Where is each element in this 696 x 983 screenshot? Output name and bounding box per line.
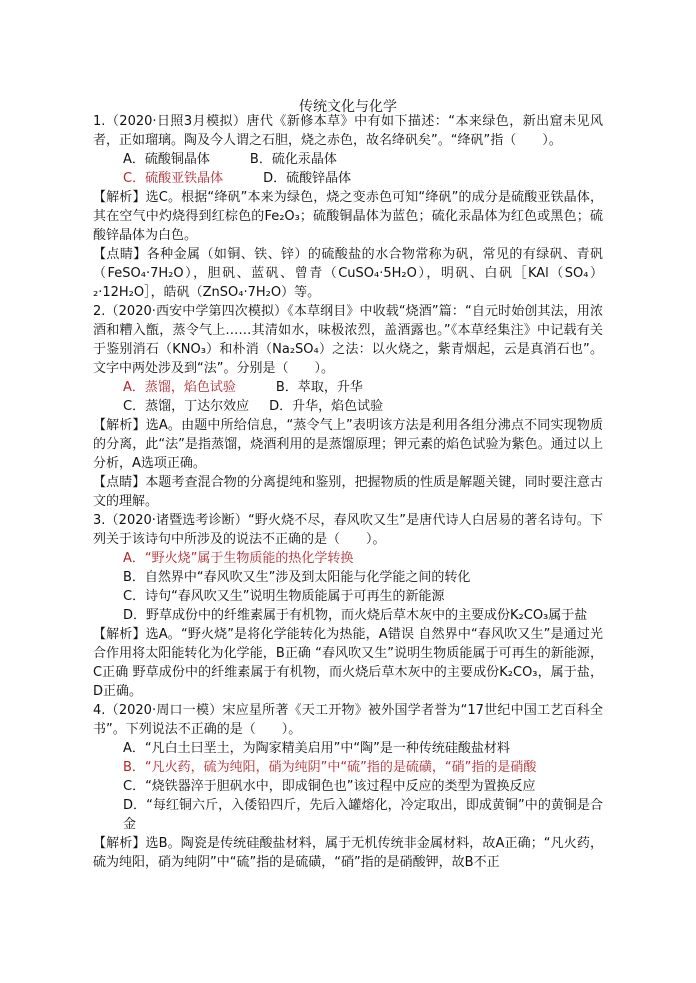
question-1-options-cd	[93, 169, 603, 188]
question-2-options-ab	[93, 378, 603, 397]
question-1-tip	[93, 245, 603, 302]
analysis-text: 选B。陶瓷是传统硅酸盐材料，属于无机传统非金属材料，故A正确；“凡火药，硫为纯阳，硝为纯阴”中“硫”指的是硫磺，“硝”指的是硝酸钾，故B不正	[93, 836, 603, 870]
question-3-option-d: D．野草成份中的纤维素属于有机物，而火烧后草木灰中的主要成份K₂CO₃属于盐	[123, 608, 588, 623]
document-title: 传统文化与化学	[299, 99, 397, 115]
question-1-options-ab	[93, 150, 603, 169]
question-2-tip	[93, 473, 603, 511]
question-2-options-cd	[93, 397, 603, 416]
question-2-option-b: B．萃取，升华	[275, 380, 363, 395]
question-4-option-b: B．“凡火药，硫为纯阳，硝为纯阴”中“硫”指的是硫磺，“硝”指的是硝酸	[123, 760, 537, 775]
question-1-option-a: A．硫酸铜晶体	[123, 152, 210, 167]
question-2-option-d: D．升华，焰色试验	[269, 399, 384, 414]
question-1-stem: 1.（2020·日照3月模拟）唐代《新修本草》中有如下描述：“本来绿色，新出窟未见风者，正如瑠璃。陶及今人谓之石胆，烧之赤色，故名绛矾矣”。“绛矾”指（ ）。	[93, 114, 603, 148]
question-4-option-a: A．“凡白土曰垩土，为陶家精美启用”中“陶”是一种传统硅酸盐材料	[123, 741, 510, 756]
question-3-option-b: B．自然界中“春风吹又生”涉及到太阳能与化学能之间的转化	[123, 570, 471, 585]
analysis-label: 【解析】	[93, 190, 146, 205]
analysis-label: 【解析】	[93, 627, 146, 642]
question-4-stem: 4.（2020·周口一模）宋应星所著《天工开物》被外国学者誉为“17世纪中国工艺百科全书”。下列说法不正确的是（ ）。	[93, 703, 603, 737]
question-3-option-a: A．“野火烧”属于生物质能的热化学转换	[123, 551, 354, 566]
question-1-option-b: B．硫化汞晶体	[249, 152, 337, 167]
document-body	[93, 112, 603, 872]
question-3-option-c: C．诗句“春风吹又生”说明生物质能属于可再生的新能源	[123, 589, 445, 604]
question-3-analysis	[93, 625, 603, 701]
question-2-option-c: C．蒸馏，丁达尔效应	[123, 399, 250, 414]
tip-text: 各种金属（如铜、铁、锌）的硫酸盐的水合物常称为矾，常见的有绿矾、青矾（FeSO₄·7H₂O），胆矾、蓝矾、曾青（CuSO₄·5H₂O），明矾、白矾［KAl（SO₄）₂·12H₂O］，皓矾（ZnSO₄·7H₂O）等。	[93, 247, 603, 300]
question-2-analysis	[93, 416, 603, 473]
analysis-text: 选A。“野火烧”是将化学能转化为热能，A错误 自然界中“春风吹又生”是通过光合作用将太阳能转化为化学能，B正确 “春风吹又生”说明生物质能属于可再生的新能源，C正确 野草成份中的纤维素属于有机物，而火烧后草木灰中的主要成份K₂CO₃，属于盐，D正确。	[93, 627, 603, 699]
question-4-option-c: C．“烧铁器淬于胆矾水中，即成铜色也”该过程中反应的类型为置换反应	[123, 779, 536, 794]
analysis-text: 选C。根据“绛矾”本来为绿色，烧之变赤色可知“绛矾”的成分是硫酸亚铁晶体，其在空气中灼烧得到红棕色的Fe₂O₃；硫酸铜晶体为蓝色；硫化汞晶体为红色或黑色；硫酸锌晶体为白色。	[93, 190, 603, 243]
question-4-analysis	[93, 834, 603, 872]
question-2-option-a: A．蒸馏，焰色试验	[123, 380, 236, 395]
tip-text: 本题考查混合物的分离提纯和鉴别，把握物质的性质是解题关键，同时要注意古文的理解。	[93, 475, 603, 509]
question-4-option-d: D．“每红铜六斤，入倭铅四斤，先后入罐熔化，冷定取出，即成黄铜”中的黄铜是合金	[123, 798, 603, 832]
question-2-stem: 2.（2020·西安中学第四次模拟）《本草纲目》中收载“烧酒”篇：“自元时始创其法，用浓酒和糟入甑，蒸令气上……其清如水，味极浓烈，盖酒露也。”《本草经集注》中记载有关于鉴别消石（KNO₃）和朴消（Na₂SO₄）之法：以火烧之，紫青烟起，云是真消石也”。文字中两处涉及到“法”。分别是（ ）。	[93, 304, 603, 376]
question-1-option-c: C．硫酸亚铁晶体	[123, 171, 224, 186]
question-1-analysis	[93, 188, 603, 245]
analysis-label: 【解析】	[93, 836, 146, 851]
question-1-option-d: D．硫酸锌晶体	[263, 171, 352, 186]
analysis-text: 选A。由题中所给信息，“蒸令气上”表明该方法是利用各组分沸点不同实现物质的分离，此“法”是指蒸馏，烧酒利用的是蒸馏原理；钾元素的焰色试验为紫色。通过以上分析，A选项正确。	[93, 418, 603, 471]
tip-label: 【点睛】	[93, 475, 146, 490]
question-3-stem: 3.（2020·诸暨选考诊断）“野火烧不尽，春风吹又生”是唐代诗人白居易的著名诗句。下列关于该诗句中所涉及的说法不正确的是（ ）。	[93, 513, 603, 547]
tip-label: 【点睛】	[93, 247, 147, 262]
analysis-label: 【解析】	[93, 418, 146, 433]
